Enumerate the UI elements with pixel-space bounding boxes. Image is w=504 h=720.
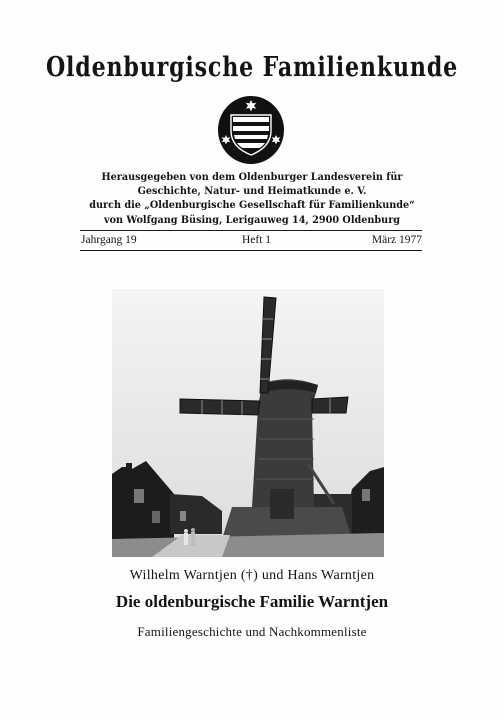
issue-number: Heft 1 xyxy=(242,234,272,246)
journal-title: Oldenburgische Familienkunde xyxy=(45,52,459,83)
issue-date: März 1977 xyxy=(371,234,422,246)
article-title: Die oldenburgische Familie Warntjen xyxy=(115,592,389,611)
windmill-photo-image xyxy=(112,289,384,557)
divider-bottom xyxy=(80,250,422,251)
issue-info-row xyxy=(80,234,422,248)
publisher-line: durch die „Oldenburgische Gesellschaft für Familienkunde“ xyxy=(89,199,415,212)
oldenburg-crest-icon xyxy=(217,95,285,165)
publisher-line: Herausgegeben von dem Oldenburger Landesverein für xyxy=(101,171,403,183)
publisher-info xyxy=(20,170,484,227)
publisher-line: von Wolfgang Büsing, Lerigauweg 14, 2900 Oldenburg xyxy=(103,213,401,226)
article-authors: Wilhelm Warntjen (†) und Hans Warntjen xyxy=(129,568,375,583)
windmill-photo xyxy=(112,289,384,557)
issue-volume: Jahrgang 19 xyxy=(81,234,137,246)
publisher-line: Geschichte, Natur- und Heimatkunde e. V. xyxy=(137,185,367,198)
article-subtitle: Familiengeschichte und Nachkommenliste xyxy=(137,624,367,639)
divider-top xyxy=(80,230,422,231)
